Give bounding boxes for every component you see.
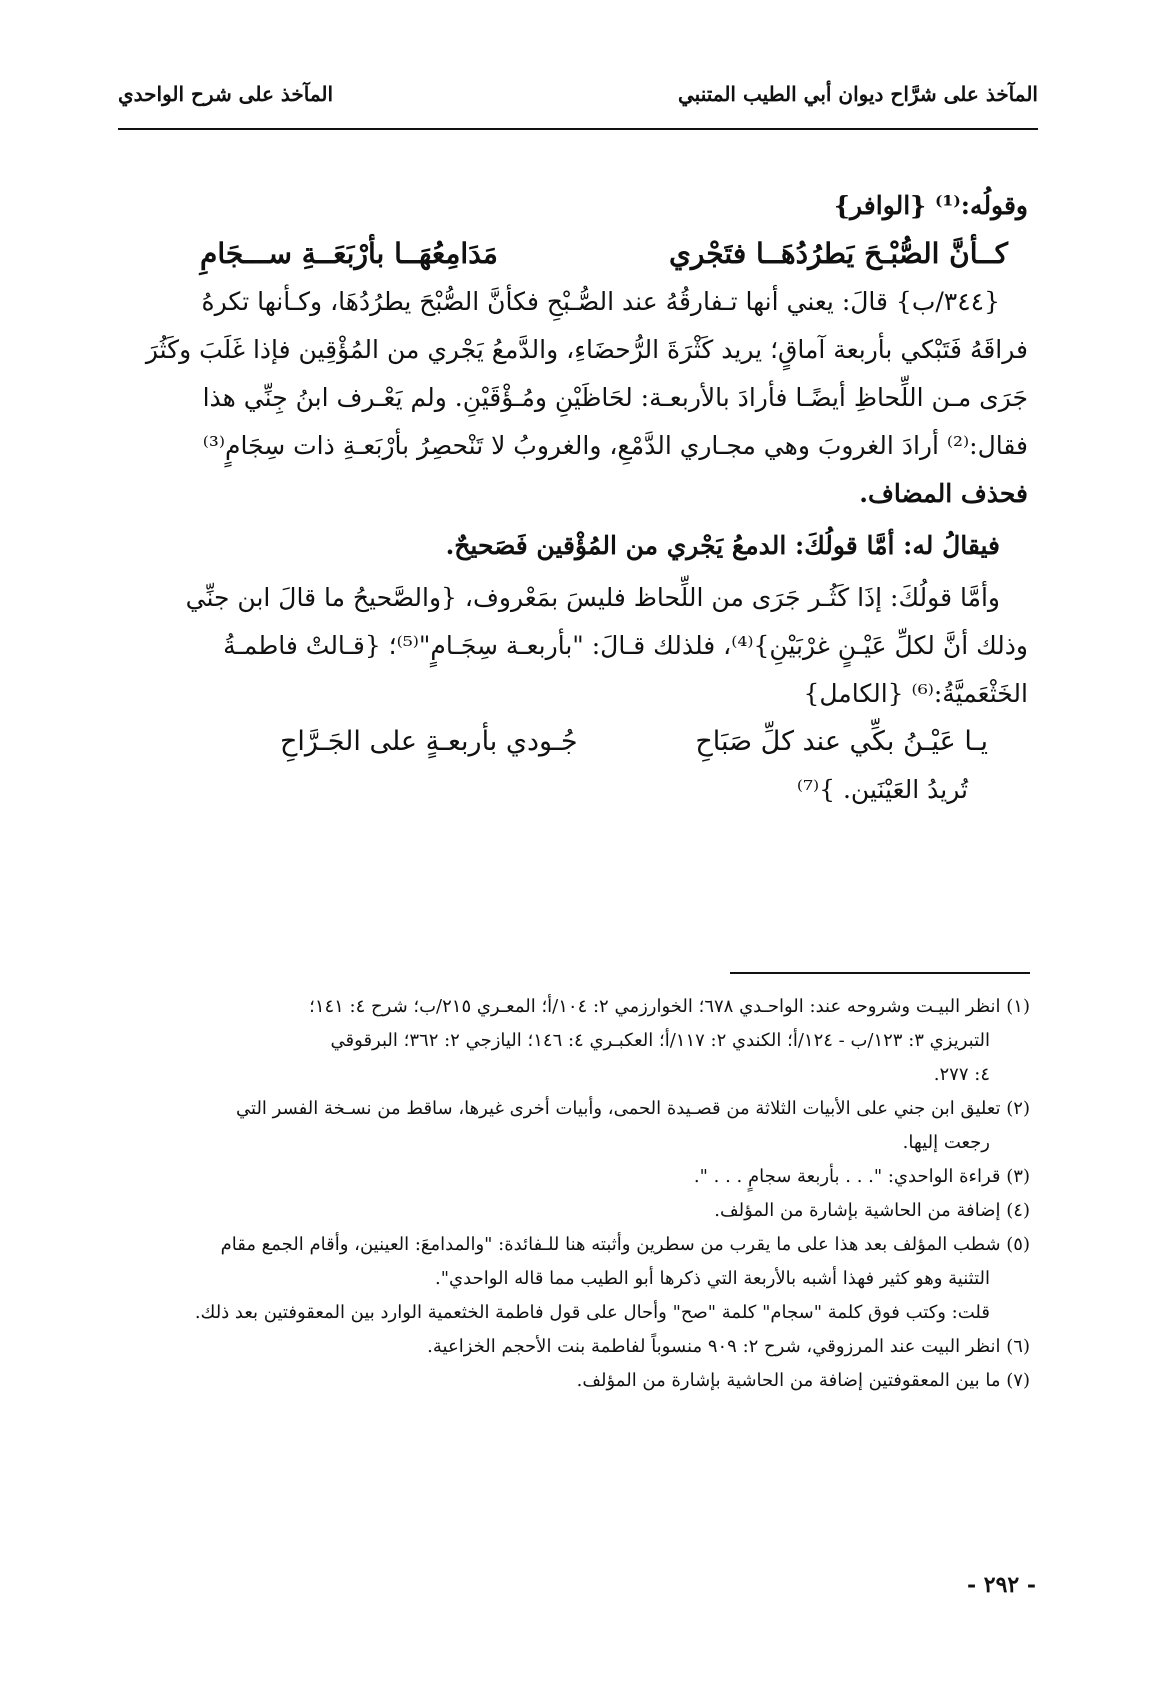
footnote-5 <box>118 1228 1030 1296</box>
verse-line-2 <box>130 718 1028 766</box>
verse-2-closing: تُريدُ العَيْنَين. }⁽⁷⁾ <box>796 775 968 804</box>
paragraph-line: الخَثْعَميَّةُ:⁽⁶⁾ {الكامل} <box>803 679 1028 708</box>
footnote-continuation: التثنية وهو كثير فهذا أشبه بالأربعة التي ذكرها أبو الطيب مما قاله الواحدي". <box>435 1268 990 1289</box>
footnotes <box>118 990 1030 1398</box>
footnote-text: (٥) شطب المؤلف بعد هذا على ما يقرب من سطرين وأثبته هنا للـفائدة: "والمدامعَ: العينين، وأقام الجمع مقام <box>220 1234 1030 1255</box>
header-divider <box>118 128 1038 130</box>
footnote-7 <box>118 1364 1030 1398</box>
paragraph-discussion <box>130 574 1028 718</box>
header-book-title: المآخذ على شرَّاح ديوان أبي الطيب المتنبي <box>678 82 1038 106</box>
header-section-title: المآخذ على شرح الواحدي <box>118 82 334 106</box>
footnote-6 <box>118 1330 1030 1364</box>
footnote-5-note <box>118 1296 1030 1330</box>
paragraph-commentary <box>130 278 1028 518</box>
footnote-1 <box>118 990 1030 1092</box>
footnote-divider <box>730 972 1030 974</box>
paragraph-line: وأمَّا قولُكَ: إذَا كَثُـر جَرَى من اللِّحاظ فليسَ بمَعْروف، {والصَّحيحُ ما قالَ ابن جنِّي <box>185 583 1000 612</box>
footnote-continuation: ٤: ٢٧٧. <box>933 1064 990 1085</box>
intro-line: وقولُه:⁽¹⁾ {الوافر} <box>833 191 1028 220</box>
footnote-text: (٦) انظر البيت عند المرزوقي، شرح ٢: ٩٠٩ منسوباً لفاطمة بنت الأحجم الخزاعية. <box>427 1336 1030 1357</box>
footnote-3 <box>118 1160 1030 1194</box>
footnote-text: (٧) ما بين المعقوفتين إضافة من الحاشية بإشارة من المؤلف. <box>576 1370 1030 1391</box>
footnote-2 <box>118 1092 1030 1160</box>
paragraph-line: فقال:⁽²⁾ أرادَ الغروبَ وهي مجـاري الدَّمْعِ، والغروبُ لا تَنْحصِرُ بأرْبَعـةِ ذات سِجَامٍ⁽³⁾ <box>202 431 1028 460</box>
verse-line-1 <box>130 230 1028 278</box>
paragraph-line: جَرَى مـن اللِّحاظِ أيضًـا فأرادَ بالأربعـة: لحَاظَيْنِ ومُـؤْقَيْنِ. ولم يَعْـرف ابنُ جِنِّي هذا <box>202 383 1028 412</box>
paragraph-line: فحذف المضاف. <box>859 479 1028 508</box>
verse-1-second-hemistich: مَدَامِعُهَــا بأرْبَعَــةِ ســـجَامِ <box>200 237 498 270</box>
verse-2-first-hemistich: يـا عَيْـنُ بكِّي عند كلِّ صَبَاحِ <box>695 726 988 757</box>
footnote-4 <box>118 1194 1030 1228</box>
footnote-text: (٢) تعليق ابن جني على الأبيات الثلاثة من قصـيدة الحمى، وأبيات أخرى غيرها، ساقط من نسـخة الفسر التي <box>236 1098 1030 1119</box>
paragraph-line: وذلك أنَّ لكلِّ عَيْـنٍ غرْبَيْنِ}⁽⁴⁾، فلذلك قـالَ: "بأربعـة سِجَـامٍ"⁽⁵⁾؛ {قـالتْ فاطمـةُ <box>223 631 1028 660</box>
footnote-text: (٤) إضافة من الحاشية بإشارة من المؤلف. <box>714 1200 1030 1221</box>
footnote-text: (١) انظر البيـت وشروحه عند: الواحـدي ٦٧٨؛ الخوارزمي ٢: ١٠٤/أ؛ المعـري ٢١٥/ب؛ شرح ٤: ١٤١؛ <box>309 996 1030 1017</box>
footnote-text: قلت: وكتب فوق كلمة "سجام" كلمة "صح" وأحال على قول فاطمة الخثعمية الوارد بين المعقوفتين بعد ذلك. <box>194 1302 990 1323</box>
footnote-continuation: رجعت إليها. <box>902 1132 990 1153</box>
main-text <box>130 182 1028 814</box>
footnote-continuation: التبريزي ٣: ١٢٣/ب - ١٢٤/أ؛ الكندي ٢: ١١٧/أ؛ العكبـري ٤: ١٤٦؛ اليازجي ٢: ٣٦٢؛ البرقوقي <box>330 1030 990 1051</box>
verse-2-second-hemistich: جُـودي بأربعـةٍ على الجَـرَّاحِ <box>280 726 578 757</box>
paragraph-reply: فيقالُ له: أمَّا قولُكَ: الدمعُ يَجْري من المُؤْقين فَصَحيحٌ. <box>445 531 1000 560</box>
paragraph-line: {٣٤٤/ب} قالَ: يعني أنها تـفارقُهُ عند الصُّـبْحِ فكأنَّ الصُّبْحَ يطرُدُهَا، وكـأنها تكرهُ <box>201 287 1000 316</box>
paragraph-line: فراقَهُ فَتَبْكي بأربعة آماقٍ؛ يريد كَثْرَةَ الرُّحضَاءِ، والدَّمعُ يَجْري من المُؤْقِين فإذا غَلَبَ وكَثُرَ <box>145 335 1028 364</box>
verse-1-first-hemistich: كــأنَّ الصُّبْـحَ يَطرُدُهَــا فتَجْري <box>668 237 1008 270</box>
page-number: - ٢٩٢ - <box>966 1572 1036 1598</box>
footnote-text: (٣) قراءة الواحدي: ". . . بأربعة سجامٍ . . . ". <box>693 1166 1030 1187</box>
running-header <box>118 82 1038 122</box>
